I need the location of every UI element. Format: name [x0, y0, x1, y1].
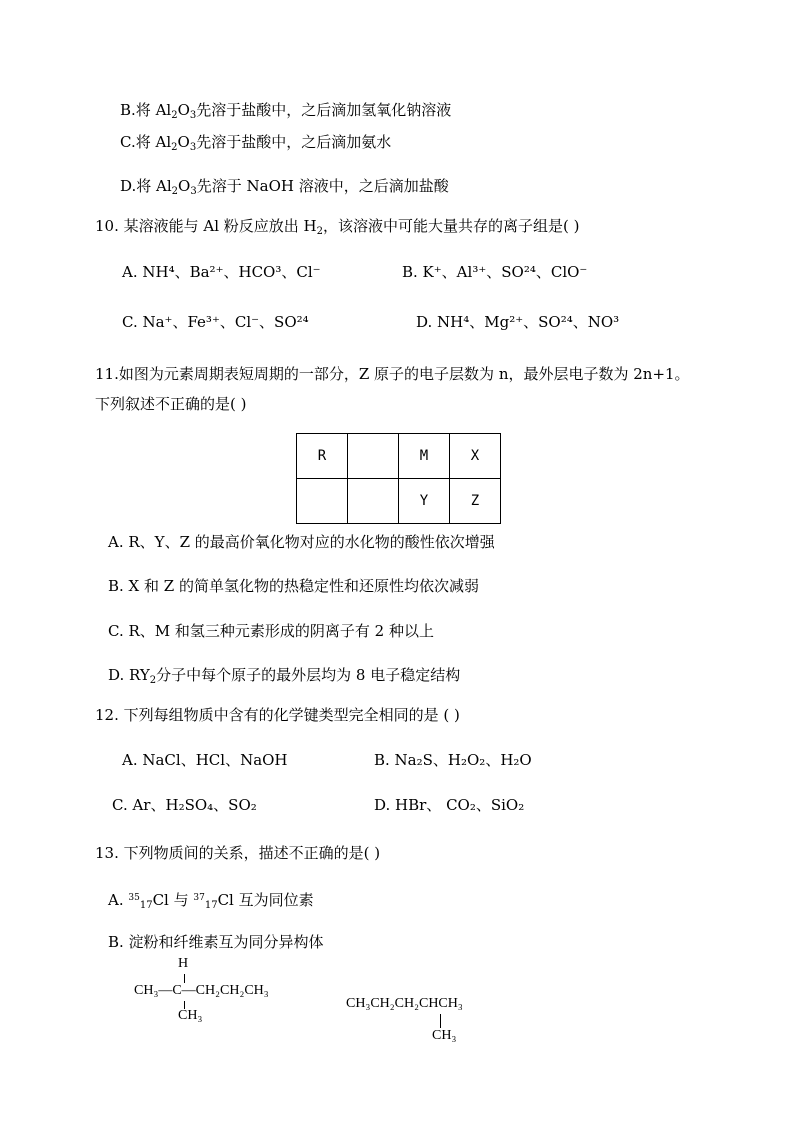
table-cell — [348, 479, 399, 524]
q10-option-d: D. NH⁴、Mg²⁺、SO²⁴、NO³ — [416, 313, 620, 331]
table-cell: Y — [399, 479, 450, 524]
option-text: 分子中每个原子的最外层均为 8 电子稳定结构 — [156, 666, 461, 684]
option-text: 先溶于盐酸中，之后滴加氨水 — [196, 133, 392, 151]
subscript: 2 — [171, 186, 179, 197]
q12-option-a: A. NaCl、HCl、NaOH — [122, 751, 288, 769]
table-row — [297, 434, 501, 479]
q10-option-b: B. K⁺、Al³⁺、SO²⁴、ClO⁻ — [402, 263, 588, 281]
stem-text: 10. 某溶液能与 Al 粉反应放出 H — [95, 217, 317, 235]
table-cell: X — [450, 434, 501, 479]
element-symbol: Cl — [152, 891, 169, 909]
option-prefix: D.将 — [120, 177, 157, 195]
formula-al: Al — [155, 101, 172, 119]
q11-stem-line1: 11.如图为元素周期表短周期的一部分，Z 原子的电子层数为 n，最外层电子数为 2n+1。 — [95, 365, 690, 383]
structure-1-top-h: H — [178, 956, 189, 971]
q11-option-b: B. X 和 Z 的简单氢化物的热稳定性和还原性均依次减弱 — [108, 577, 479, 595]
q13-option-a — [108, 888, 314, 916]
table-cell: R — [297, 434, 348, 479]
q12-option-c: C. Ar、H₂SO₄、SO₂ — [112, 796, 257, 814]
q9-option-d — [120, 176, 449, 202]
formula-al: Al — [156, 177, 172, 195]
option-text: 与 — [168, 891, 194, 909]
stem-text: ，该溶液中可能大量共存的离子组是( ) — [323, 217, 580, 235]
formula-o: O — [177, 101, 190, 119]
subscript: 2 — [171, 142, 178, 153]
q11-option-a: A. R、Y、Z 的最高价氧化物对应的水化物的酸性依次增强 — [108, 533, 495, 551]
element-symbol: Cl — [217, 891, 234, 909]
option-prefix: C.将 — [120, 133, 156, 151]
table-row — [297, 479, 501, 524]
bond-line — [184, 974, 185, 983]
subscript: 3 — [189, 110, 197, 121]
option-text: 互为同位素 — [233, 891, 314, 909]
q12-stem: 12. 下列每组物质中含有的化学键类型完全相同的是 ( ) — [95, 706, 460, 724]
atomic-number: 17 — [204, 900, 218, 911]
bond-line — [440, 1014, 441, 1028]
q9-option-b — [120, 100, 451, 126]
q13-option-b: B. 淀粉和纤维素互为同分异构体 — [108, 933, 324, 951]
option-text: D. RY — [108, 666, 150, 684]
q10-stem — [95, 216, 580, 242]
periodic-table-fragment — [296, 433, 501, 524]
q9-option-c — [120, 132, 391, 158]
q10-option-c: C. Na⁺、Fe³⁺、Cl⁻、SO²⁴ — [122, 313, 309, 331]
formula-al: Al — [155, 133, 172, 151]
formula-o: O — [177, 133, 190, 151]
mass-number: 35 — [128, 893, 140, 903]
atomic-number: 17 — [139, 900, 153, 911]
subscript: 3 — [190, 186, 197, 197]
option-text: 先溶于 NaOH 溶液中，之后滴加盐酸 — [196, 177, 449, 195]
mass-number: 37 — [193, 893, 205, 903]
q10-option-a: A. NH⁴、Ba²⁺、HCO³、Cl⁻ — [122, 263, 321, 281]
subscript: 3 — [189, 142, 197, 153]
structure-1-branch: CH₃ — [178, 1008, 203, 1023]
table-cell — [348, 434, 399, 479]
q11-stem-line2: 下列叙述不正确的是( ) — [95, 395, 247, 413]
q11-option-d — [108, 665, 460, 691]
structure-2-main-chain: CH₃CH₂CH₂CHCH₃ — [346, 996, 463, 1011]
structure-2-branch: CH₃ — [432, 1028, 457, 1043]
subscript: 2 — [316, 226, 324, 237]
q13-stem: 13. 下列物质间的关系，描述不正确的是( ) — [95, 844, 381, 862]
subscript: 2 — [171, 110, 178, 121]
table-cell — [297, 479, 348, 524]
subscript: 2 — [149, 675, 157, 686]
option-text: 先溶于盐酸中，之后滴加氢氧化钠溶液 — [196, 101, 452, 119]
table-cell: M — [399, 434, 450, 479]
structure-1-main-chain: CH₃—C—CH₂CH₂CH₃ — [134, 983, 269, 998]
q12-option-b: B. Na₂S、H₂O₂、H₂O — [374, 751, 532, 769]
q12-option-d: D. HBr、 CO₂、SiO₂ — [374, 796, 525, 814]
formula-o: O — [178, 177, 191, 195]
option-prefix: A. — [108, 891, 129, 909]
table-cell: Z — [450, 479, 501, 524]
option-prefix: B.将 — [120, 101, 156, 119]
q11-option-c: C. R、M 和氢三种元素形成的阴离子有 2 种以上 — [108, 622, 434, 640]
